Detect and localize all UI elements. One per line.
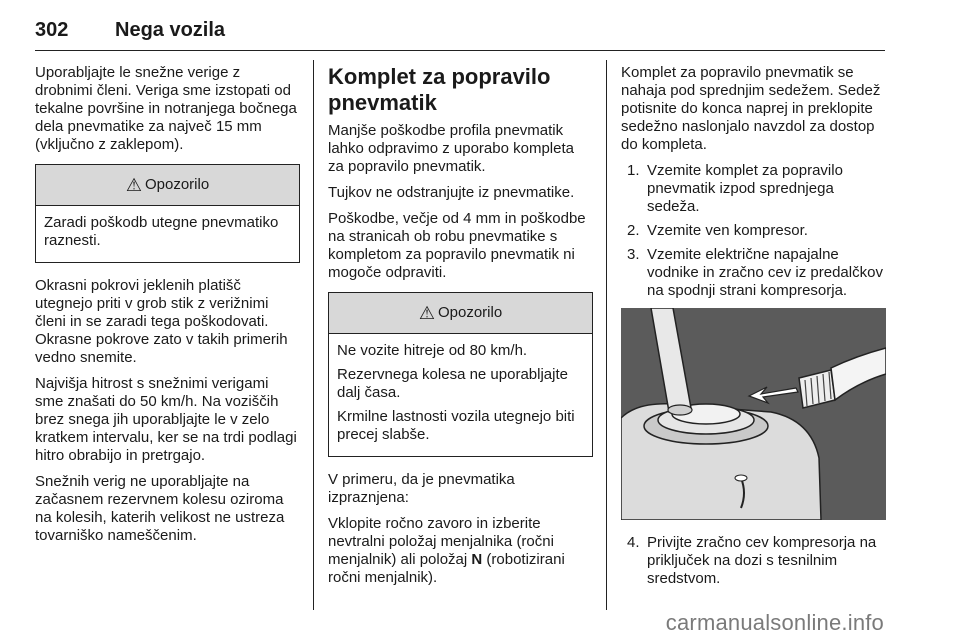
step-text: Vzemite električne napajalne vodnike in zračno cev iz predalčkov na spodnji strani kompresorja.	[647, 246, 883, 299]
watermark: carmanualsonline.info	[665, 610, 884, 635]
step-item	[621, 162, 886, 216]
warning-text: Rezervnega kolesa ne uporabljajte dalj časa.	[337, 366, 568, 401]
gear-position-n: N	[471, 551, 483, 568]
column-2	[328, 64, 593, 595]
paragraph: Snežnih verig ne uporabljajte na začasnem rezervnem kolesu oziroma na kolesih, katerih velikost ne ustreza tovarniško nameščenim.	[35, 473, 285, 544]
warning-header	[329, 293, 592, 334]
warning-triangle-icon: ⚠	[418, 303, 435, 323]
paragraph: Najvišja hitrost s snežnimi verigami sme znašati do 50 km/h. Na voziščih brez snega jih uporabljajte le v zelo kratkem intervalu, ker se na trdi podlagi hitro obrabijo in pretrgajo.	[35, 375, 297, 464]
paragraph: Okrasni pokrovi jeklenih platišč utegnejo priti v grob stik z verižnimi členi in se zaradi tega poškodovati. Okrasne pokrove zato v takih primerih vedno snemite.	[35, 277, 288, 366]
column-divider	[313, 60, 314, 610]
steps-list	[621, 162, 886, 300]
chapter-title: Nega vozila	[115, 19, 226, 41]
text-span: Vklopite ročno zavoro in izberite nevtralni položaj menjalnika (ročni menjalnik) ali položaj	[328, 515, 554, 568]
step-text: Vzemite komplet za popravilo pnevmatik izpod sprednjega sedeža.	[647, 162, 843, 215]
step-number: 4.	[627, 534, 640, 551]
paragraph: Poškodbe, večje od 4 mm in poškodbe na stranicah ob robu pnevmatike s kompletom za popravilo pnevmatik ni mogoče odpraviti.	[328, 210, 586, 281]
warning-triangle-icon: ⚠	[125, 175, 142, 195]
step-number: 3.	[627, 246, 640, 263]
paragraph: Manjše poškodbe profila pnevmatik lahko odpravimo z uporabo kompleta za popravilo pnevmatik.	[328, 122, 574, 175]
column-divider	[606, 60, 607, 610]
step-item	[621, 534, 886, 588]
step-text: Vzemite ven kompresor.	[647, 222, 808, 239]
warning-body	[36, 206, 299, 262]
paragraph: Tujkov ne odstranjujte iz pnevmatike.	[328, 184, 575, 201]
warning-body	[329, 334, 592, 456]
warning-box	[328, 292, 593, 457]
warning-text: Zaradi poškodb utegne pnevmatiko raznesti.	[44, 214, 279, 249]
page-header	[35, 14, 885, 51]
column-3	[621, 64, 886, 594]
warning-box	[35, 164, 300, 263]
paragraph: Komplet za popravilo pnevmatik se nahaja pod sprednjim sedežem. Sedež potisnite do konca naprej in preklopite sedežno naslonjalo navzdol za dostop do kompleta.	[621, 64, 881, 153]
warning-text: Krmilne lastnosti vozila utegnejo biti precej slabše.	[337, 408, 575, 443]
section-title: Komplet za popravilo pnevmatik	[328, 64, 551, 115]
steps-list	[621, 534, 886, 588]
warning-title: Opozorilo	[144, 176, 210, 193]
step-item	[621, 246, 886, 300]
warning-header	[36, 165, 299, 206]
step-number: 2.	[627, 222, 640, 239]
step-number: 1.	[627, 162, 640, 179]
illustration-drawing	[621, 308, 886, 520]
paragraph: Uporabljajte le snežne verige z drobnimi členi. Veriga sme izstopati od tekalne površine in notranjega bočnega dela pnevmatike za največ 15 mm (vključno z zaklepom).	[35, 64, 297, 153]
step-item	[621, 222, 886, 240]
step-text: Privijte zračno cev kompresorja na priključek na dozi s tesnilnim sredstvom.	[647, 534, 877, 587]
paragraph	[328, 515, 593, 587]
text-span: (robotizirani ročni menjalnik).	[328, 551, 565, 586]
compressor-hose-illustration	[621, 308, 886, 520]
column-1	[35, 64, 300, 553]
warning-title: Opozorilo	[437, 304, 503, 321]
page-number: 302	[35, 19, 69, 41]
paragraph: V primeru, da je pnevmatika izpraznjena:	[328, 471, 515, 506]
warning-text: Ne vozite hitreje od 80 km/h.	[337, 342, 528, 359]
